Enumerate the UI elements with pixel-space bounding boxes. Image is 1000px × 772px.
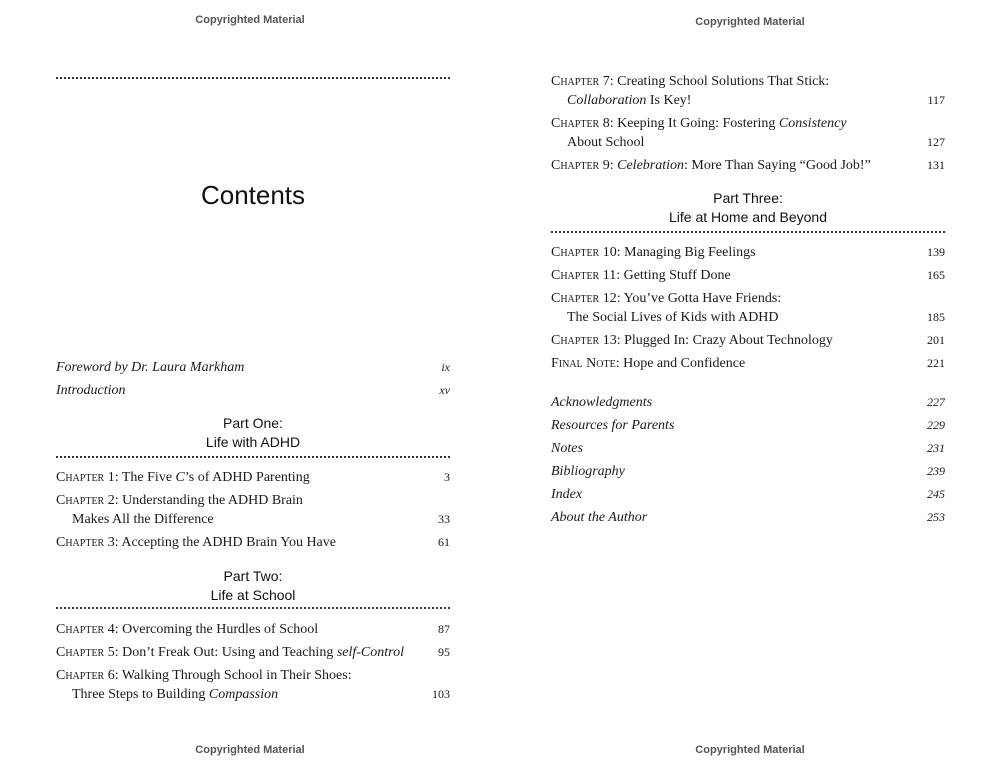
entry-label: Introduction	[56, 383, 126, 398]
toc-entry-about-author[interactable]: About the Author 253	[551, 510, 945, 525]
page-title: Contents	[200, 180, 306, 210]
footer-copyright: Copyrighted Material	[695, 744, 805, 756]
page-number: xv	[439, 383, 450, 397]
toc-entry-chapter-5[interactable]: Chapter 5: Don’t Freak Out: Using and Teaching self-Control 95	[56, 645, 450, 660]
page-number: 127	[927, 135, 945, 149]
toc-entry-chapter-8[interactable]: Chapter 8: Keeping It Going: Fostering Consistency About School 127	[551, 116, 945, 150]
page-number: 221	[927, 356, 945, 370]
divider	[56, 456, 450, 458]
page-number: 165	[927, 268, 945, 282]
page-number: 103	[432, 687, 450, 701]
toc-entry-chapter-12[interactable]: Chapter 12: You’ve Gotta Have Friends: The Social Lives of Kids with ADHD 185	[551, 291, 945, 325]
header-copyright: Copyrighted Material	[195, 14, 305, 26]
toc-entry-chapter-10[interactable]: Chapter 10: Managing Big Feelings 139	[551, 245, 945, 260]
toc-entry-chapter-9[interactable]: Chapter 9: Celebration: More Than Saying “Good Job!” 131	[551, 158, 945, 173]
part-heading-three: Part Three: Life at Home and Beyond	[669, 190, 827, 225]
page-number: ix	[441, 360, 450, 374]
part-heading-one: Part One: Life with ADHD	[205, 415, 301, 450]
front-matter-list	[56, 358, 450, 404]
toc-entry-chapter-11[interactable]: Chapter 11: Getting Stuff Done 165	[551, 268, 945, 283]
page-number: 139	[927, 245, 945, 259]
part-two-chapters-continued	[551, 72, 945, 179]
page-number: 87	[438, 622, 450, 636]
toc-entry-chapter-1[interactable]: Chapter 1: The Five C’s of ADHD Parenting 3	[56, 470, 450, 485]
part-one-chapters	[56, 468, 450, 556]
back-matter-list	[551, 393, 945, 531]
toc-entry-chapter-6[interactable]: Chapter 6: Walking Through School in Their Shoes: Three Steps to Building Compassion 103	[56, 668, 450, 702]
toc-entry-chapter-2[interactable]: Chapter 2: Understanding the ADHD Brain Makes All the Difference 33	[56, 493, 450, 527]
part-three-chapters	[551, 243, 945, 377]
page-number: 61	[438, 535, 450, 549]
part-heading-two: Part Two: Life at School	[210, 568, 296, 603]
part-two-chapters	[56, 620, 450, 708]
page-number: 201	[927, 333, 945, 347]
toc-entry-bibliography[interactable]: Bibliography 239	[551, 464, 945, 479]
divider	[56, 77, 450, 79]
page-number: 117	[927, 93, 945, 107]
right-page	[500, 0, 1000, 772]
page-number: 227	[927, 395, 945, 409]
toc-entry-acknowledgments[interactable]: Acknowledgments 227	[551, 395, 945, 410]
page-number: 229	[927, 418, 945, 432]
page-number: 239	[927, 464, 945, 478]
page-number: 253	[927, 510, 945, 524]
footer-copyright: Copyrighted Material	[195, 744, 305, 756]
page-number: 131	[927, 158, 945, 172]
toc-entry-final-note[interactable]: Final Note: Hope and Confidence 221	[551, 356, 945, 371]
toc-entry-chapter-13[interactable]: Chapter 13: Plugged In: Crazy About Technology 201	[551, 333, 945, 348]
page-number: 3	[444, 470, 450, 484]
toc-entry-introduction[interactable]	[56, 381, 450, 400]
page-number: 245	[927, 487, 945, 501]
toc-entry-resources[interactable]: Resources for Parents 229	[551, 418, 945, 433]
page-number: 95	[438, 645, 450, 659]
toc-entry-chapter-7[interactable]: Chapter 7: Creating School Solutions That Stick: Collaboration Is Key! 117	[551, 74, 945, 108]
page-number: 231	[927, 441, 945, 455]
entry-label: Foreword by Dr. Laura Markham	[56, 360, 245, 375]
toc-entry-notes[interactable]: Notes 231	[551, 441, 945, 456]
page-number: 185	[927, 310, 945, 324]
toc-entry-chapter-3[interactable]: Chapter 3: Accepting the ADHD Brain You Have 61	[56, 535, 450, 550]
header-copyright: Copyrighted Material	[695, 16, 805, 28]
divider	[551, 231, 945, 233]
toc-entry-chapter-4[interactable]: Chapter 4: Overcoming the Hurdles of School 87	[56, 622, 450, 637]
divider	[56, 607, 450, 609]
page-number: 33	[438, 512, 450, 526]
toc-entry-index[interactable]: Index 245	[551, 487, 945, 502]
toc-entry-foreword[interactable]	[56, 358, 450, 377]
